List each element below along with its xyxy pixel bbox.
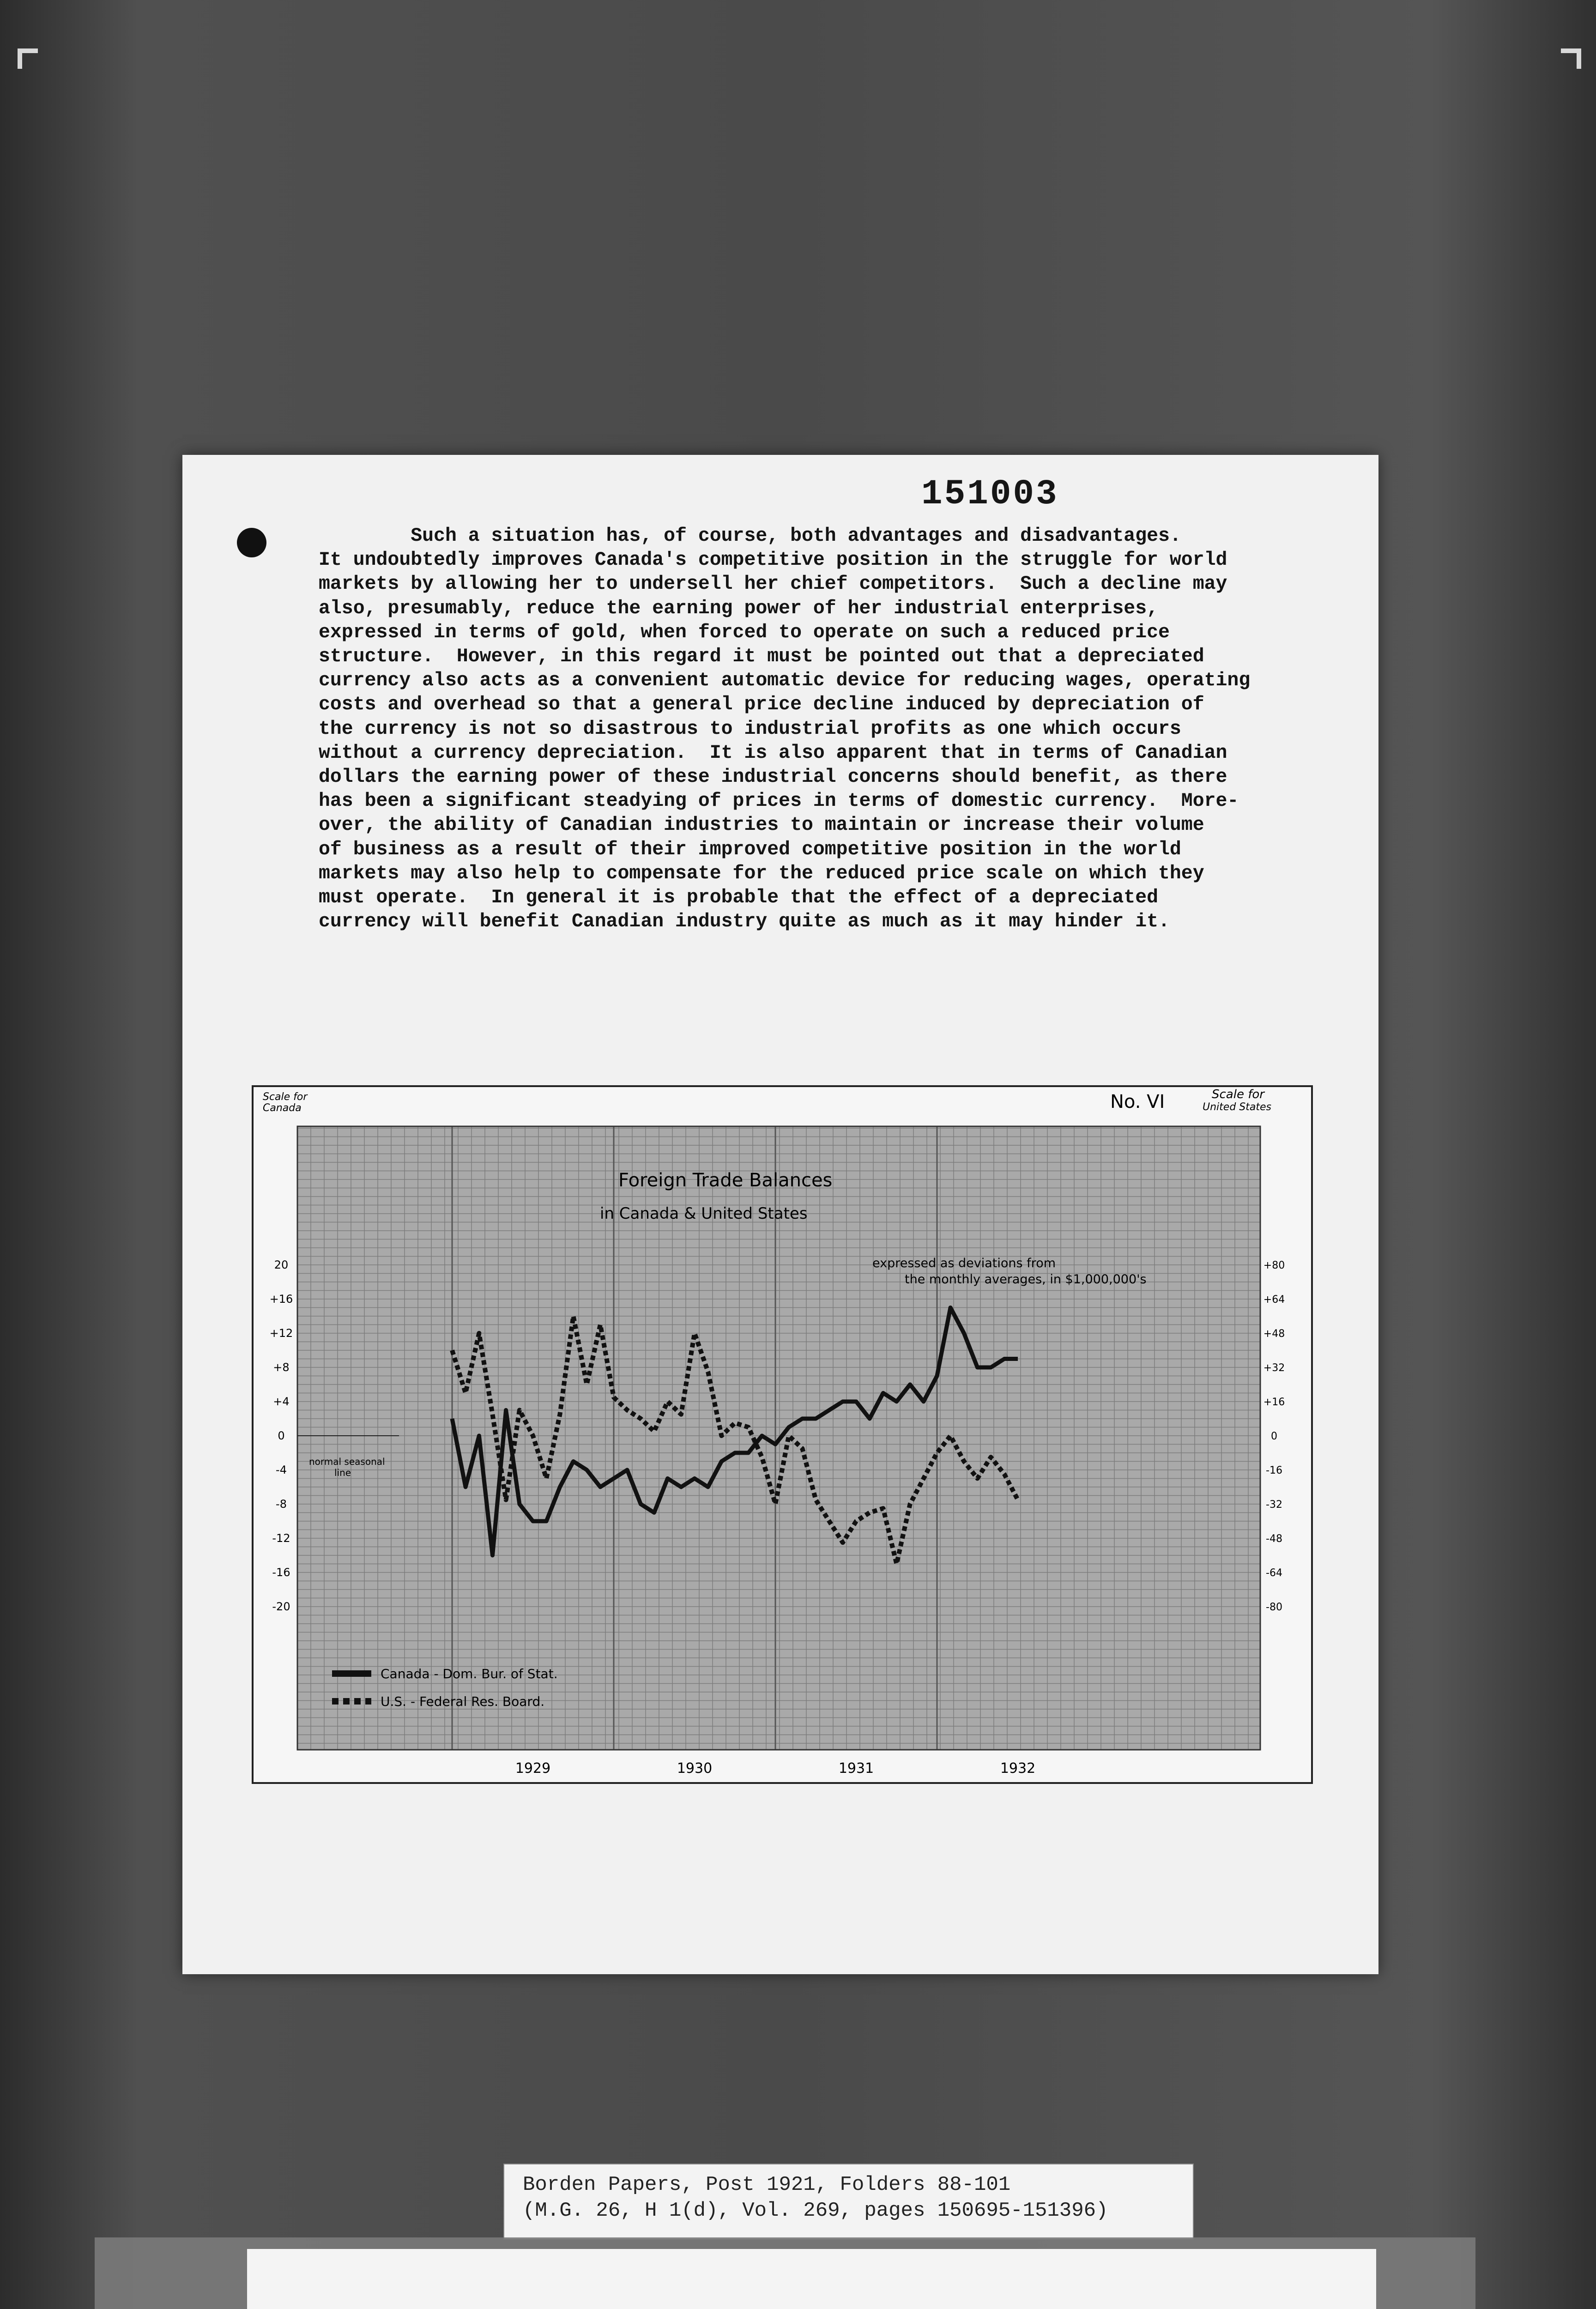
y-left-tick-label: -4 (276, 1463, 287, 1476)
paragraph (319, 524, 1372, 934)
y-left-tick-label: +16 (269, 1293, 293, 1306)
y-right-tick-label: +48 (1263, 1328, 1285, 1340)
y-right-tick-label: 0 (1271, 1431, 1277, 1442)
y-left-tick-label: +12 (269, 1327, 293, 1340)
archive-reference-label (503, 2164, 1194, 2240)
y-right-tick-label: +80 (1263, 1260, 1285, 1271)
y-right-tick-label: +16 (1263, 1396, 1285, 1408)
y-right-tick-label: -80 (1266, 1602, 1282, 1613)
y-left-tick-label: -20 (272, 1600, 290, 1613)
x-tick-label: 1932 (1000, 1760, 1036, 1777)
y-left-tick-label: -12 (272, 1532, 290, 1545)
archive-reference-line-2: (M.G. 26, H 1(d), Vol. 269, pages 150695-151396) (523, 2199, 1108, 2222)
paragraph-line: expressed in terms of gold, when forced to operate on such a reduced price (319, 621, 1170, 643)
document-page (182, 455, 1378, 1974)
x-tick-label: 1929 (515, 1760, 551, 1777)
legend-canada: Canada - Dom. Bur. of Stat. (381, 1666, 558, 1681)
punch-hole (237, 528, 266, 557)
x-tick-label: 1930 (677, 1760, 713, 1777)
frame-corner-top-left (18, 48, 38, 69)
paragraph-line: markets by allowing her to undersell her chief competitors. Such a decline may (319, 573, 1227, 595)
normal-line-label: normal seasonal (309, 1456, 385, 1467)
y-left-tick-label: -16 (272, 1566, 290, 1579)
chart-subtitle-2: the monthly averages, in $1,000,000's (905, 1272, 1147, 1287)
chart-title-2: in Canada & United States (600, 1204, 808, 1223)
chart-figure (252, 1085, 1313, 1784)
legend-us: U.S. - Federal Res. Board. (381, 1694, 545, 1709)
archive-reference-line-1: Borden Papers, Post 1921, Folders 88-101 (523, 2173, 1011, 2196)
y-left-tick-label: 20 (274, 1258, 289, 1271)
right-scale-label: Scale for (1212, 1088, 1264, 1101)
archive-stamp-card (247, 2249, 1376, 2309)
chart-title: Foreign Trade Balances (618, 1170, 833, 1191)
chart-subtitle: expressed as deviations from (872, 1256, 1056, 1270)
paragraph-line: without a currency depreciation. It is also apparent that in terms of Canadian (319, 742, 1227, 764)
paragraph-line: structure. However, in this regard it must be pointed out that a depreciated (319, 646, 1204, 668)
left-scale-label-2: Canada (263, 1102, 302, 1114)
frame-corner-top-right (1561, 48, 1581, 69)
y-left-tick-label: 0 (278, 1429, 285, 1442)
y-right-tick-label: +32 (1263, 1362, 1285, 1374)
paragraph-line: must operate. In general it is probable that the effect of a depreciated (319, 887, 1158, 909)
y-left-tick-label: +4 (273, 1395, 290, 1408)
paragraph-line: costs and overhead so that a general price decline induced by depreciation of (319, 694, 1204, 716)
y-right-tick-label: -32 (1266, 1499, 1282, 1511)
x-tick-label: 1931 (838, 1760, 874, 1777)
right-scale-label-2: United States (1203, 1101, 1271, 1113)
page-number: 151003 (921, 474, 1059, 514)
paragraph-line: currency also acts as a convenient automatic device for reducing wages, operating (319, 670, 1251, 692)
y-right-tick-label: -16 (1266, 1465, 1282, 1476)
y-right-tick-label: -64 (1266, 1567, 1282, 1579)
paragraph-line: dollars the earning power of these industrial concerns should benefit, as there (319, 766, 1227, 788)
paragraph-line: markets may also help to compensate for the reduced price scale on which they (319, 862, 1204, 884)
paragraph-line: Such a situation has, of course, both advantages and disadvantages. (319, 525, 1181, 547)
left-scale-label: Scale for (263, 1091, 308, 1103)
paragraph-line: of business as a result of their improved competitive position in the world (319, 838, 1181, 860)
paragraph-line: the currency is not so disastrous to industrial profits as one which occurs (319, 718, 1181, 740)
y-right-tick-label: +64 (1263, 1294, 1285, 1306)
paragraph-line: also, presumably, reduce the earning power of her industrial enterprises, (319, 597, 1158, 619)
paragraph-line: It undoubtedly improves Canada's competitive position in the struggle for world (319, 549, 1227, 571)
paragraph-line: currency will benefit Canadian industry quite as much as it may hinder it. (319, 911, 1170, 933)
y-right-tick-label: -48 (1266, 1533, 1282, 1545)
chart-number: No. VI (1110, 1091, 1165, 1112)
y-left-tick-label: +8 (273, 1361, 290, 1374)
paragraph-line: over, the ability of Canadian industries to maintain or increase their volume (319, 814, 1204, 836)
trade-balance-chart (254, 1087, 1311, 1782)
normal-line-label-2: line (334, 1467, 351, 1478)
paragraph-line: has been a significant steadying of prices in terms of domestic currency. More- (319, 790, 1239, 812)
y-left-tick-label: -8 (276, 1498, 287, 1511)
